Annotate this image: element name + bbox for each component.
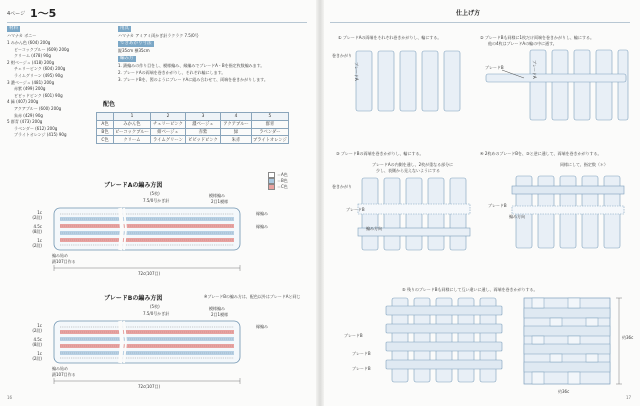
yarn-item: アクアブルー (600) 200g xyxy=(14,106,62,111)
diagram-b-note: ※ブレードBの編み方は、配色以外はブレードAと同じ xyxy=(204,294,301,299)
diagram-a-width: 72c(107目) xyxy=(138,271,161,276)
diagram-a-start-1: 編み始め xyxy=(52,253,68,258)
final-mat xyxy=(522,296,614,388)
yarn-item: チェリーピンク (604) 200g xyxy=(14,66,66,72)
color-table-cell: みかん色 xyxy=(114,120,151,128)
color-table-cell: C色 xyxy=(97,136,114,144)
legend-swatch xyxy=(268,172,275,178)
size-text: 縦35cm 横35cm xyxy=(118,48,150,53)
method-step: 2. ブレードAの両端を巻きかがりし、それぞれ輪にします。 xyxy=(118,70,226,75)
step-2-text-b: 他の4枚はブレードAの輪の中に通す。 xyxy=(488,41,557,46)
tools-tag: 用具 xyxy=(120,26,129,31)
step-2-vertical-label: ブレードA xyxy=(532,60,537,79)
step-3-text: ③ ブレードBの両端を巻きかがりし、輪にする。 xyxy=(336,151,424,156)
yarn-item: ビビッドピンク (601) 90g xyxy=(14,92,63,98)
page-number: 16 xyxy=(7,395,13,400)
color-table-cell: 緑 xyxy=(220,128,251,136)
diagram-b-start-2: 鎖107目作る xyxy=(52,372,76,377)
legend-item xyxy=(268,184,288,190)
diagram-b-count: (5枚) xyxy=(150,304,160,309)
dim-label: (2段) xyxy=(32,243,42,248)
final-height: 約36c xyxy=(622,335,634,340)
step-5-text: ⑤ 残りのブレードBも同様にして互い違いに通し、両端を巻きかがりする。 xyxy=(402,287,538,292)
legend-label: ＝C色 xyxy=(277,184,288,189)
brand: ハマナカ ボニー xyxy=(7,33,37,38)
yarn-item: 5 群青 (473) 200g xyxy=(7,119,43,125)
yarn-item: ラベンダー (612) 200g xyxy=(14,125,58,131)
legend-swatch xyxy=(268,184,275,190)
yarn-item: クリーム (478) 90g xyxy=(14,53,51,59)
diagram-a-start-2: 鎖107目作る xyxy=(52,259,76,264)
diagram-b-width: 72c(107目) xyxy=(138,384,161,389)
step-4-braids xyxy=(510,172,630,252)
color-section-title: 配色 xyxy=(103,101,116,108)
tools-text: ハマナカ アミアミ両かぎ針ラクラク 7.5/0号 xyxy=(118,33,199,38)
diagram-b-pattern-2: 2目1模様 xyxy=(211,312,229,317)
yarn-item: 3 濃ベージュ (481) 200g xyxy=(7,79,55,85)
dim-label: 4.5c xyxy=(33,337,42,342)
size-tag: できあがり寸法 xyxy=(120,41,152,46)
color-table-cell: ビビッドピンク xyxy=(185,136,220,144)
diagram-a-title: ブレードAの編み方図 xyxy=(104,182,163,189)
yarn-item: 2 紺ベージュ (418) 200g xyxy=(7,59,55,65)
color-table-cell: 2 xyxy=(150,113,185,121)
color-table-cell: ブライトオレンジ xyxy=(252,137,287,143)
dim-label: 1c xyxy=(37,210,42,215)
page-number: 17 xyxy=(626,395,632,400)
color-table-cell: 濃ベージュ xyxy=(185,120,220,128)
color-table-cell: ライムグリーン xyxy=(150,136,185,144)
diagram-a-edge-2: 縁編み xyxy=(256,224,268,229)
color-table-cell: 朱赤 xyxy=(220,136,251,144)
color-table-cell: アクアブルー xyxy=(220,120,251,128)
step-3-side-label: 巻きかがり xyxy=(332,184,352,189)
dim-label: 1c xyxy=(37,351,42,356)
color-table-cell: チェリーピンク xyxy=(150,120,185,128)
step-4-text: ④ 2枚めのブレードBを、③と逆に通して、両端を巻きかがりする。 xyxy=(480,151,602,156)
yarn-item: 赤紫 (499) 200g xyxy=(14,86,46,92)
color-table-header xyxy=(97,113,289,121)
title-rule xyxy=(330,22,630,23)
step-1-braids xyxy=(352,45,472,117)
color-table-cell: A色 xyxy=(97,120,114,128)
method-step: 1. 鎖編みの作り目をし、模様編み、縁編みでブレードA・Bを指定枚数編みます。 xyxy=(118,63,265,68)
yarn-item: 朱赤 (429) 90g xyxy=(14,112,43,118)
dim-label: 1c xyxy=(37,238,42,243)
color-table-cell: 紺ベージュ xyxy=(150,128,185,136)
diagram-a-pattern-1: 模様編み xyxy=(209,193,225,198)
yarn-item: 4 緑 (407) 200g xyxy=(7,99,39,105)
color-table-cell: B色 xyxy=(97,128,114,136)
diagram-a-count: (5枚) xyxy=(150,191,160,196)
step-1-side-label: 巻きかがり xyxy=(332,53,352,58)
diagram-b-dims xyxy=(22,323,42,361)
step-2-braid-label: ブレードB xyxy=(485,65,504,70)
step-3-braids xyxy=(356,174,474,254)
final-width: 約36c xyxy=(558,389,570,394)
color-table-cell xyxy=(97,113,114,121)
color-table-cell: 5 xyxy=(251,113,288,121)
dim-label: (2段) xyxy=(32,215,42,220)
diagram-a-pattern-2: 2目1模様 xyxy=(211,199,229,204)
step-5-label: ブレードB xyxy=(352,351,371,356)
method-step: 3. ブレードBを、図のようにブレードAに組み合わせて、両端を巻きかがりします。 xyxy=(118,77,268,82)
step-3-note-1: ブレードAの内側を通し、2枚が重なる部分に xyxy=(372,162,454,167)
yarn-item: ブライトオレンジ (415) 90g xyxy=(14,132,67,138)
step-3-direction: 編み方向 xyxy=(366,226,382,231)
diagram-b-title: ブレードBの編み方図 xyxy=(104,295,163,302)
title-rule xyxy=(7,22,307,23)
legend-label: ＝A色 xyxy=(277,172,288,177)
dim-label: (8段) xyxy=(32,229,42,234)
method-tag: 編み方 xyxy=(120,56,134,61)
left-page xyxy=(0,0,318,406)
color-table-cell: 赤紫 xyxy=(185,128,220,136)
step-4-note-1: 同様にして、指定数（＊） xyxy=(560,162,608,167)
color-legend xyxy=(268,172,288,190)
color-table-cell: ラベンダー xyxy=(251,128,288,136)
color-table-cell: 4 xyxy=(220,113,251,121)
right-page xyxy=(322,0,640,406)
final-height-arrow xyxy=(616,298,624,388)
step-1-braid-label: ブレードA xyxy=(354,62,359,81)
legend-swatch xyxy=(268,178,275,184)
diagram-a-dims xyxy=(22,210,42,248)
diagram-b-start-1: 編み始め xyxy=(52,366,68,371)
color-table-cell: ピーコックブルー xyxy=(115,129,149,135)
dim-label: 4.5c xyxy=(33,224,42,229)
color-table-row xyxy=(97,128,289,136)
dim-label: (2段) xyxy=(32,328,42,333)
color-table-row xyxy=(97,120,289,128)
step-5-label: ブレードB xyxy=(352,366,371,371)
step-3-note-2: 少し、表側から見えないようにする xyxy=(376,168,440,173)
color-table-row xyxy=(97,136,289,144)
color-table-cell: クリーム xyxy=(114,136,151,144)
color-table xyxy=(96,112,289,144)
page-label: 4ページ xyxy=(7,11,26,17)
dim-label: (2段) xyxy=(32,356,42,361)
diagram-a-hook: 7.5/0号かぎ針 xyxy=(143,198,170,203)
color-table-cell: 群青 xyxy=(251,120,288,128)
yarn-item: 1 みかん色 (604) 200g xyxy=(7,40,51,45)
step-3-braid-label: ブレードB xyxy=(346,207,365,212)
page-title: 1～5 xyxy=(30,7,57,20)
step-2-text: ② ブレードBも同様に1枚だけ両端を巻きかがりし、輪にする。 xyxy=(480,35,594,40)
step-5-braids xyxy=(382,296,510,386)
yarn-item: ピーコックブルー (609) 200g xyxy=(14,46,70,52)
diagram-a-edge-1: 縁編み xyxy=(256,211,268,216)
step-5-label: ブレードB xyxy=(344,333,363,338)
diagram-b-hook: 7.5/0号かぎ針 xyxy=(143,311,170,316)
step-1-text: ① ブレードAの両端をそれぞれ巻きかがりし、輪にする。 xyxy=(338,35,442,40)
materials-tag: 材料 xyxy=(9,26,18,31)
diagram-b-pattern-1: 模様編み xyxy=(209,306,225,311)
yarn-item: ライムグリーン (495) 90g xyxy=(14,73,63,78)
legend-label: ＝B色 xyxy=(277,178,288,183)
color-table-cell: 1 xyxy=(114,113,151,121)
dim-label: (8段) xyxy=(32,342,42,347)
step-4-braid-label: ブレードB xyxy=(488,203,507,208)
step-2-braids xyxy=(482,46,632,126)
diagram-b-edge: 縁編み xyxy=(256,324,268,329)
color-table-cell: 3 xyxy=(185,113,220,121)
finishing-title: 仕上げ方 xyxy=(456,10,481,17)
step-4-direction: 編み方向 xyxy=(509,214,525,219)
diagram-b-chart xyxy=(52,319,252,365)
diagram-a-chart xyxy=(52,206,252,252)
dim-label: 1c xyxy=(37,323,42,328)
